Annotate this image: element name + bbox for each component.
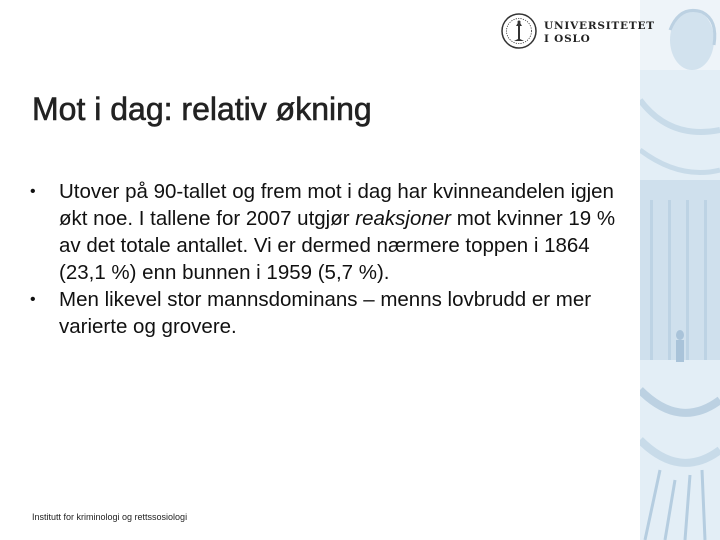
university-name: [544, 20, 655, 46]
bullet-icon: •: [30, 183, 36, 200]
bullet-list: [30, 178, 642, 340]
bullet-icon: •: [30, 291, 36, 308]
bullet-text: mot kvinner 19 % av det totale antallet. Vi er dermed nærmere toppen i 1864 (23,1 %) enn bunnen i 1959 (5,7 %).: [59, 207, 616, 284]
slide-title: Mot i dag: relativ økning: [32, 91, 372, 127]
footer-institute: Institutt for kriminologi og rettssosiologi: [32, 512, 188, 522]
university-logo: [500, 12, 655, 52]
decorative-pattern-icon: [640, 0, 720, 540]
decorative-side-image: [640, 0, 720, 540]
bullet-text: Men likevel stor mannsdominans – menns lovbrudd er mer varierte og grovere.: [59, 288, 592, 338]
university-name-line2: I OSLO: [544, 33, 591, 45]
bullet-item: [30, 178, 642, 286]
university-name-line1: UNIVERSITETET: [544, 20, 655, 32]
bullet-item: [30, 286, 642, 340]
university-seal-icon: [500, 12, 538, 50]
bullet-text: Utover på 90-tallet og frem mot i dag har kvinneandelen igjen økt noe. I tallene for 2007 utgjør: [59, 180, 614, 230]
bullet-emphasis: reaksjoner: [355, 207, 451, 230]
